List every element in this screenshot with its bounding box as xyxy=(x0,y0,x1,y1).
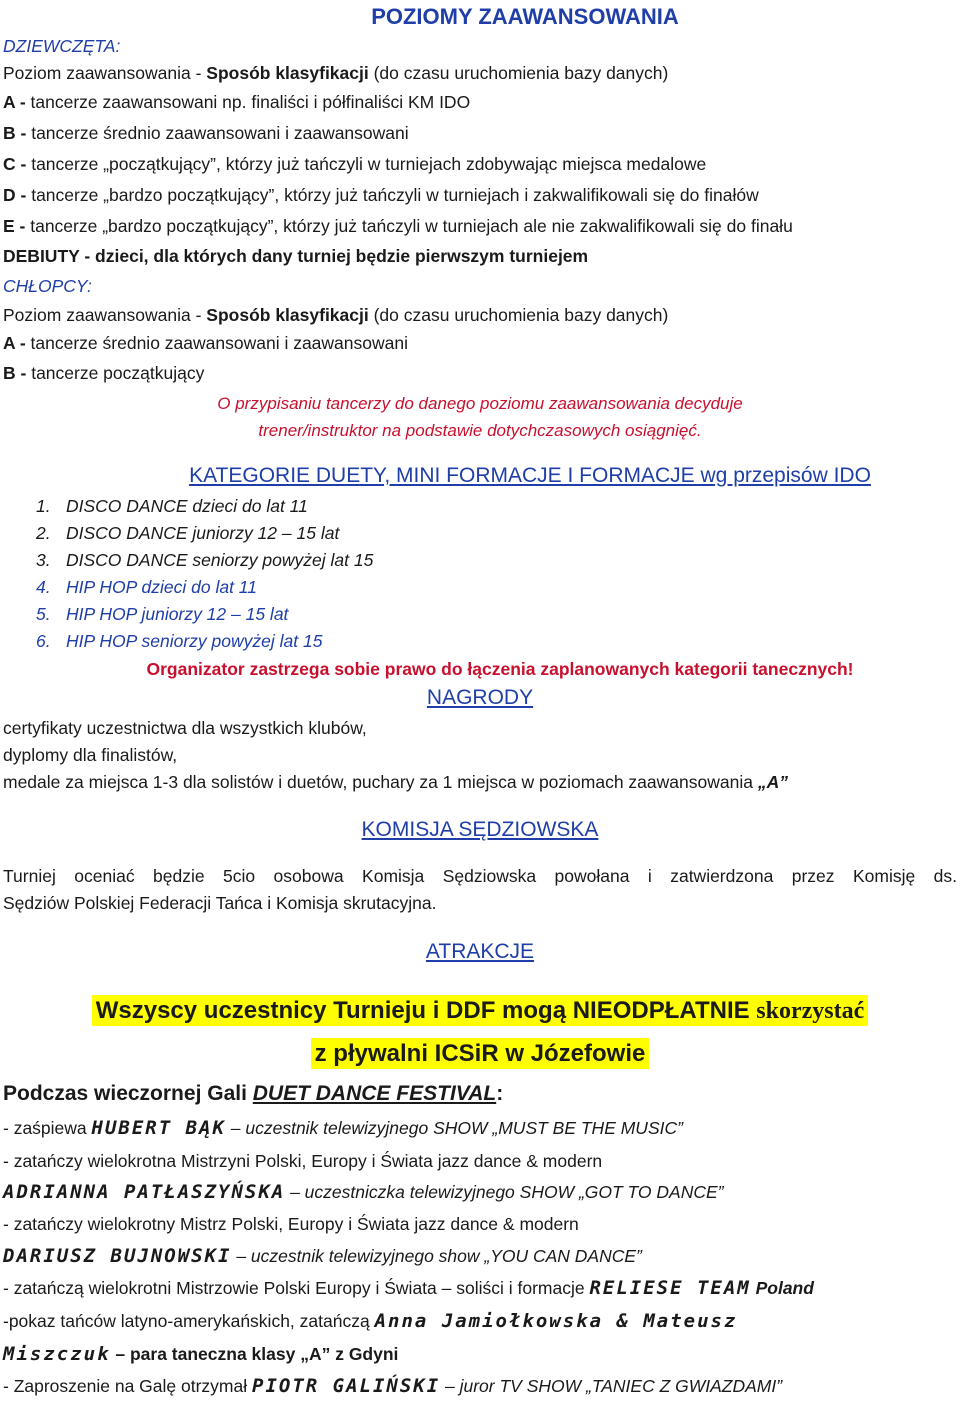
awards-line3: medale za miejsca 1-3 dla solistów i duetów, puchary za 1 miejsca w poziomach zaawansowania „A” xyxy=(3,772,788,792)
gala-line4: - zatańczy wielokrotny Mistrz Polski, Europy i Świata jazz dance & modern xyxy=(3,1214,579,1234)
boys-intro: Poziom zaawansowania - Sposób klasyfikacji (do czasu uruchomienia bazy danych) xyxy=(3,305,669,325)
gala-line6: - zatańczą wielokrotni Mistrzowie Polski Europy i Świata – soliści i formacje RELIESE TEAM Poland xyxy=(3,1277,814,1299)
title-text: POZIOMY ZAAWANSOWANIA xyxy=(371,4,679,29)
gala-line9: - Zaproszenie na Galę otrzymał PIOTR GALIŃSKI – juror TV SHOW „TANIEC Z GWIAZDAMI” xyxy=(3,1375,783,1397)
gala-title: Podczas wieczornej Gali DUET DANCE FESTIVAL: xyxy=(3,1082,504,1105)
categories-warning: Organizator zastrzega sobie prawo do łączenia zaplanowanych kategorii tanecznych! xyxy=(146,659,854,679)
girls-level-b: B - tancerze średnio zaawansowani i zaawansowani xyxy=(3,123,409,143)
boys-label: CHŁOPCY: xyxy=(3,276,92,296)
girls-level-a: A - tancerze zaawansowani np. finaliści i półfinaliści KM IDO xyxy=(3,92,471,112)
girls-level-e: E - tancerze „bardzo początkujący”, którzy już tańczyli w turniejach ale nie zakwalifikowali się do finału xyxy=(3,216,793,236)
boys-level-b: B - tancerze początkujący xyxy=(3,363,205,383)
jury-heading: KOMISJA SĘDZIOWSKA xyxy=(361,818,599,841)
promo-line2: z pływalni ICSiR w Józefowie xyxy=(0,1040,960,1068)
girls-label: DZIEWCZĘTA: xyxy=(3,36,121,56)
promo-highlight: Wszyscy uczestnicy Turnieju i DDF mogą NIEODPŁATNIE skorzystać xyxy=(92,995,869,1026)
girls-level-c: C - tancerze „początkujący”, którzy już tańczyli w turniejach zdobywając miejsca medalowe xyxy=(3,154,707,174)
boys-level-a: A - tancerze średnio zaawansowani i zaawansowani xyxy=(3,333,408,353)
category-item: 1. DISCO DANCE dzieci do lat 11 xyxy=(36,496,308,516)
awards-heading: NAGRODY xyxy=(426,686,534,709)
jury-line1: Turniej oceniać będzie 5cio osobowa Komisja Sędziowska powołana i zatwierdzona przez Komisję ds. xyxy=(3,866,957,886)
page-title xyxy=(0,4,960,29)
gala-line2: - zatańczy wielokrotna Mistrzyni Polski, Europy i Świata jazz dance & modern xyxy=(3,1151,603,1171)
awards-line2: dyplomy dla finalistów, xyxy=(3,745,178,765)
attractions-heading: ATRAKCJE xyxy=(425,940,535,963)
gala-line5: DARIUSZ BUJNOWSKI – uczestnik telewizyjnego show „YOU CAN DANCE” xyxy=(3,1245,642,1267)
gala-line7: -pokaz tańców latyno-amerykańskich, zatańczą Anna Jamiołkowska & Mateusz xyxy=(3,1310,738,1332)
category-item: 4. HIP HOP dzieci do lat 11 xyxy=(36,577,257,597)
jury-line2: Sędziów Polskiej Federacji Tańca i Komisja skrutacyjna. xyxy=(3,893,437,913)
category-item: 2. DISCO DANCE juniorzy 12 – 15 lat xyxy=(36,523,340,543)
category-item: 3. DISCO DANCE seniorzy powyżej lat 15 xyxy=(36,550,374,570)
girls-level-d: D - tancerze „bardzo początkujący”, którzy już tańczyli w turniejach i zakwalifikowali się do finałów xyxy=(3,185,759,205)
category-item: 6. HIP HOP seniorzy powyżej lat 15 xyxy=(36,631,323,651)
assignment-note-line2: trener/instruktor na podstawie dotychczasowych osiągnięć. xyxy=(258,421,702,440)
girls-debut: DEBIUTY - dzieci, dla których dany turniej będzie pierwszym turniejem xyxy=(3,246,589,266)
gala-line1: - zaśpiewa HUBERT BĄK – uczestnik telewizyjnego SHOW „MUST BE THE MUSIC” xyxy=(3,1117,683,1139)
assignment-note-line1: O przypisaniu tancerzy do danego poziomu zaawansowania decyduje xyxy=(217,394,743,413)
girls-intro: Poziom zaawansowania - Sposób klasyfikacji (do czasu uruchomienia bazy danych) xyxy=(3,63,669,83)
categories-heading: KATEGORIE DUETY, MINI FORMACJE I FORMACJE wg przepisów IDO xyxy=(189,464,871,487)
gala-line3: ADRIANNA PATŁASZYŃSKA – uczestniczka telewizyjnego SHOW „GOT TO DANCE” xyxy=(3,1181,724,1203)
awards-line1: certyfikaty uczestnictwa dla wszystkich klubów, xyxy=(3,718,367,738)
gala-line8: Miszczuk – para taneczna klasy „A” z Gdyni xyxy=(3,1343,399,1365)
category-item: 5. HIP HOP juniorzy 12 – 15 lat xyxy=(36,604,289,624)
promo-line1 xyxy=(0,997,960,1026)
